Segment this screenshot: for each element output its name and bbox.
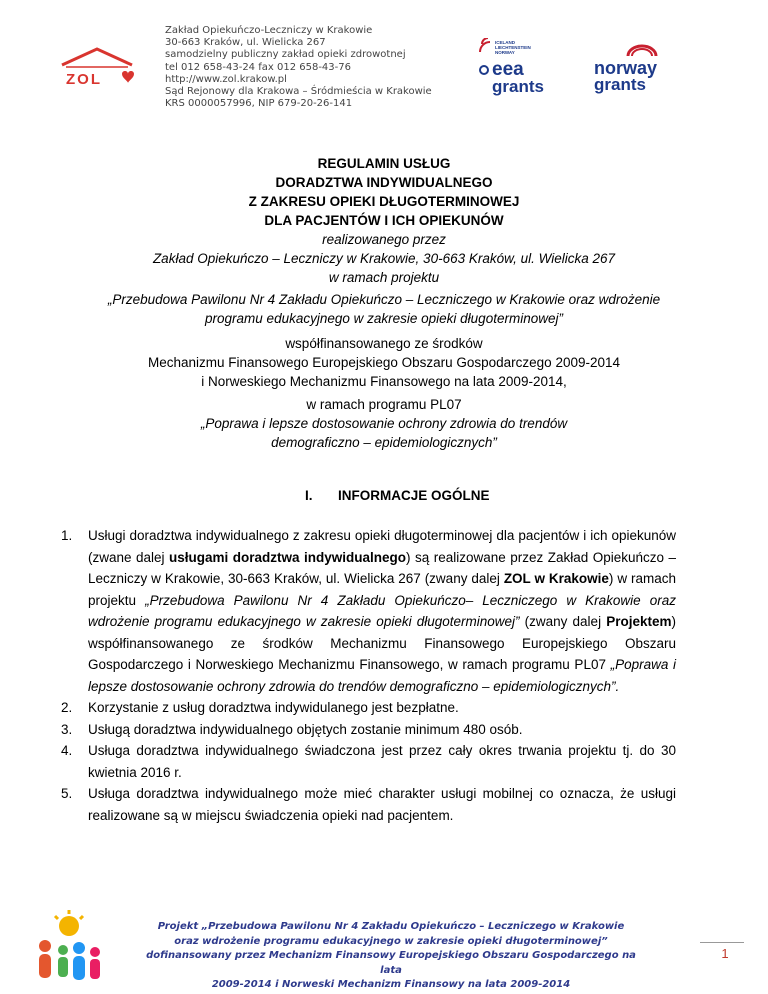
title-line: Z ZAKRESU OPIEKI DŁUGOTERMINOWEJ <box>248 194 520 209</box>
header-line: http://www.zol.krakow.pl <box>165 73 287 85</box>
intro-project-line1: „Przebudowa Pawilonu Nr 4 Zakładu Opiekuńczo – Leczniczego w Krakowie oraz wdrożenie <box>107 292 661 307</box>
zol-logo-text: ZOL <box>66 71 102 88</box>
list-item <box>61 525 677 697</box>
intro-project-line2: programu edukacyjnego w zakresie opieki długoterminowej” <box>205 311 563 326</box>
header-info <box>165 25 432 110</box>
intro-mech2: i Norweskiego Mechanizmu Finansowego na lata 2009-2014, <box>201 374 567 389</box>
heart-icon <box>122 71 134 83</box>
intro-w-ramach-projektu: w ramach projektu <box>328 270 440 285</box>
footer-line: dofinansowany przez Mechanizm Finansowy Europejskiego Obszaru Gospodarczego na lata <box>146 950 636 976</box>
norway-text: norway <box>594 58 658 78</box>
list-item-number: 3. <box>61 721 73 737</box>
eea-small-3: NORWAY <box>495 50 515 55</box>
footer-line: 2009-2014 i Norweski Mechanizm Finansowy na lata 2009-2014 <box>211 979 571 990</box>
section-number: I. <box>305 488 313 503</box>
intro-institution: Zakład Opiekuńczo – Leczniczy w Krakowie, 30-663 Kraków, ul. Wielicka 267 <box>152 251 616 266</box>
item-bold: ZOL w Krakowie <box>503 571 609 586</box>
list-item <box>61 697 676 719</box>
item-text: ) w ramach projektu <box>88 571 677 608</box>
item-text: ) współfinansowanego ze środków Mechanizmu Finansowego Europejskiego Obszaru Gospodarczego i Norweskiego Mechanizmu Finansowego, w ramach programu PL07 <box>88 614 676 672</box>
zol-logo <box>56 46 138 88</box>
item-text: Usługą doradztwa indywidualnego objętych zostanie minimum 480 osób. <box>88 721 523 737</box>
item-text: ) są realizowane przez Zakład Opiekuńczo – Leczniczy w Krakowie, 30-663 Kraków, ul. Wielicka 267 (zwany dalej <box>88 549 676 586</box>
header-line: samodzielny publiczny zakład opieki zdrowotnej <box>165 49 406 61</box>
section-title: INFORMACJE OGÓLNE <box>338 488 490 503</box>
item-text: Usługa doradztwa indywidualnego świadczona jest przez cały okres trwania projektu tj. do 30 kwietnia 2016 r. <box>88 743 676 780</box>
norway-grants-text: grants <box>594 75 646 94</box>
intro-program-name2: demograficzno – epidemiologicznych” <box>271 435 497 450</box>
document-title <box>0 154 768 230</box>
item-text: (zwany dalej <box>519 614 607 629</box>
title-line: DORADZTWA INDYWIDUALNEGO <box>275 175 493 190</box>
title-line: DLA PACJENTÓW I ICH OPIEKUNÓW <box>264 213 504 228</box>
header-line: Sąd Rejonowy dla Krakowa – Śródmieścia w Krakowie <box>165 86 432 98</box>
list-item <box>61 783 676 826</box>
list-item-number: 5. <box>61 786 73 801</box>
item-text: Korzystanie z usług doradztwa indywidulanego jest bezpłatne. <box>88 700 459 715</box>
eea-grants-logo <box>478 38 568 98</box>
eea-arc-icon <box>480 38 490 52</box>
header-line: Zakład Opiekuńczo-Leczniczy w Krakowie <box>165 25 373 36</box>
eea-small-2: LIECHTENSTEIN <box>495 45 531 50</box>
intro-program-name1: „Poprawa i lepsze dostosowanie ochrony zdrowia do trendów <box>200 416 568 431</box>
list-item <box>61 719 676 741</box>
item-bold: usługami doradztwa indywidualnego <box>169 549 406 565</box>
footer-line: Projekt „Przebudowa Pawilonu Nr 4 Zakładu Opiekuńczo – Leczniczego w Krakowie <box>157 921 625 932</box>
page-number-divider <box>700 942 744 943</box>
intro-cofin: współfinansowanego ze środków <box>285 336 483 351</box>
list-item-number: 1. <box>61 528 73 543</box>
header-line: tel 012 658-43-24 fax 012 658-43-76 <box>165 61 351 73</box>
item-text: Usługa doradztwa indywidualnego może mieć charakter usługi mobilnej co oznacza, że usługi realizowane są w miejscu świadczenia opieki nad pacjentem. <box>88 786 676 823</box>
item-italic: „Poprawa i lepsze dostosowanie ochrony zdrowia do trendów demograficzno – epidemiologicznych”. <box>88 657 676 694</box>
sun-icon <box>55 910 83 936</box>
footer-text <box>135 920 647 993</box>
page-number: 1 <box>721 946 729 961</box>
item-text: Usługi doradztwa indywidualnego z zakresu opieki długoterminowej dla pacjentów i ich opiekunów (zwane dalej <box>88 528 676 565</box>
header-line: KRS 0000057996, NIP 679-20-26-141 <box>165 98 353 110</box>
item-italic: „Przebudowa Pawilonu Nr 4 Zakładu Opiekuńczo– Leczniczego w Krakowie oraz wdrożenie programu edukacyjnego w zakresie opieki długoterminowej” <box>88 592 676 629</box>
project-figures-logo <box>25 908 113 988</box>
intro-mech1: Mechanizmu Finansowego Europejskiego Obszaru Gospodarczego 2009-2014 <box>147 355 621 370</box>
eea-small-1: ICELAND <box>495 40 515 45</box>
eea-grants-text: grants <box>492 77 544 96</box>
header-line: 30-663 Kraków, ul. Wielicka 267 <box>165 37 326 49</box>
list-item-number: 4. <box>61 743 73 758</box>
norway-grants-logo <box>592 44 682 94</box>
general-info-list <box>61 525 677 826</box>
eea-text: eea <box>492 59 524 80</box>
list-item-number: 2. <box>61 700 73 715</box>
people-icon <box>39 940 100 980</box>
footer-line: oraz wdrożenie programu edukacyjnego w zakresie opieki długoterminowej” <box>174 935 608 947</box>
item-bold: Projektem <box>606 614 672 629</box>
intro-realizowanego: realizowanego przez <box>322 232 446 247</box>
title-line: REGULAMIN USŁUG <box>317 156 451 171</box>
intro-program: w ramach programu PL07 <box>306 397 462 412</box>
list-item <box>61 740 676 783</box>
eea-circle-icon <box>480 66 488 74</box>
